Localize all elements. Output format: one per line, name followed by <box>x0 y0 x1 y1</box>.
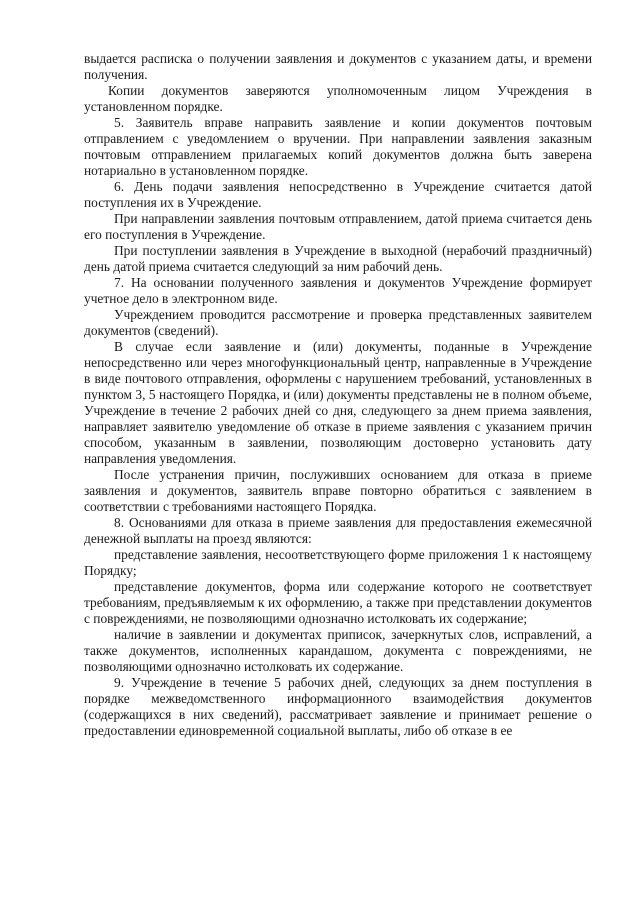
paragraph-ground-form: представление заявления, несоответствующего форме приложения 1 к настоящему Порядку; <box>84 547 592 578</box>
paragraph-item-8: 8. Основаниями для отказа в приеме заявления для предоставления ежемесячной денежной выплаты на проезд являются: <box>84 515 592 546</box>
paragraph-item-5: 5. Заявитель вправе направить заявление и копии документов почтовым отправлением с уведомлением о вручении. При направлении заявления заказным почтовым отправлением прилагаемых копий документов должна быть заверена нотариально в установленном порядке. <box>84 115 592 178</box>
paragraph-reapply: После устранения причин, послуживших основанием для отказа в приеме заявления и документов, заявитель вправе повторно обратиться с заявлением в соответствии с требованиями настоящего Порядка. <box>84 467 592 514</box>
paragraph-item-6: 6. День подачи заявления непосредственно в Учреждение считается датой поступления их в Учреждение. <box>84 179 592 210</box>
paragraph-violations: В случае если заявление и (или) документы, поданные в Учреждение непосредственно или через многофункциональный центр, направленные в Учреждение в виде почтового отправления, оформлены с нарушением требований, установленных в пунктом 3, 5 настоящего Порядка, и (или) документы представлены не в полном объеме, Учреждение в течение 2 рабочих дней со дня, следующего за днем приема заявления, направляет заявителю уведомление об отказе в приеме заявления с указанием причин способом, указанным в заявлении, позволяющим достоверно установить дату направления уведомления. <box>84 339 592 466</box>
paragraph-copies: Копии документов заверяются уполномоченным лицом Учреждения в установленном порядке. <box>84 83 592 114</box>
paragraph-ground-corrections: наличие в заявлении и документах приписок, зачеркнутых слов, исправлений, а также документов, исполненных карандашом, документа с повреждениями, не позволяющими однозначно истолковать их содержание. <box>84 627 592 674</box>
paragraph-item-7: 7. На основании полученного заявления и документов Учреждение формирует учетное дело в электронном виде. <box>84 275 592 306</box>
paragraph-postal-date: При направлении заявления почтовым отправлением, датой приема считается день его поступления в Учреждение. <box>84 211 592 242</box>
paragraph-review: Учреждением проводится рассмотрение и проверка представленных заявителем документов (сведений). <box>84 307 592 338</box>
paragraph-item-9: 9. Учреждение в течение 5 рабочих дней, следующих за днем поступления в порядке межведомственного информационного взаимодействия документов (содержащихся в них сведений), рассматривает заявление и принимает решение о предоставлении единовременной социальной выплаты, либо об отказе в ее <box>84 675 592 738</box>
paragraph-holiday-date: При поступлении заявления в Учреждение в выходной (нерабочий праздничный) день датой приема считается следующий за ним рабочий день. <box>84 243 592 274</box>
paragraph-receipt: выдается расписка о получении заявления и документов с указанием даты, и времени получения. <box>84 51 592 82</box>
paragraph-ground-documents: представление документов, форма или содержание которого не соответствует требованиям, предъявляемым к их оформлению, а также при представлении документов с повреждениями, не позволяющими однозначно истолковать их содержание; <box>84 579 592 626</box>
